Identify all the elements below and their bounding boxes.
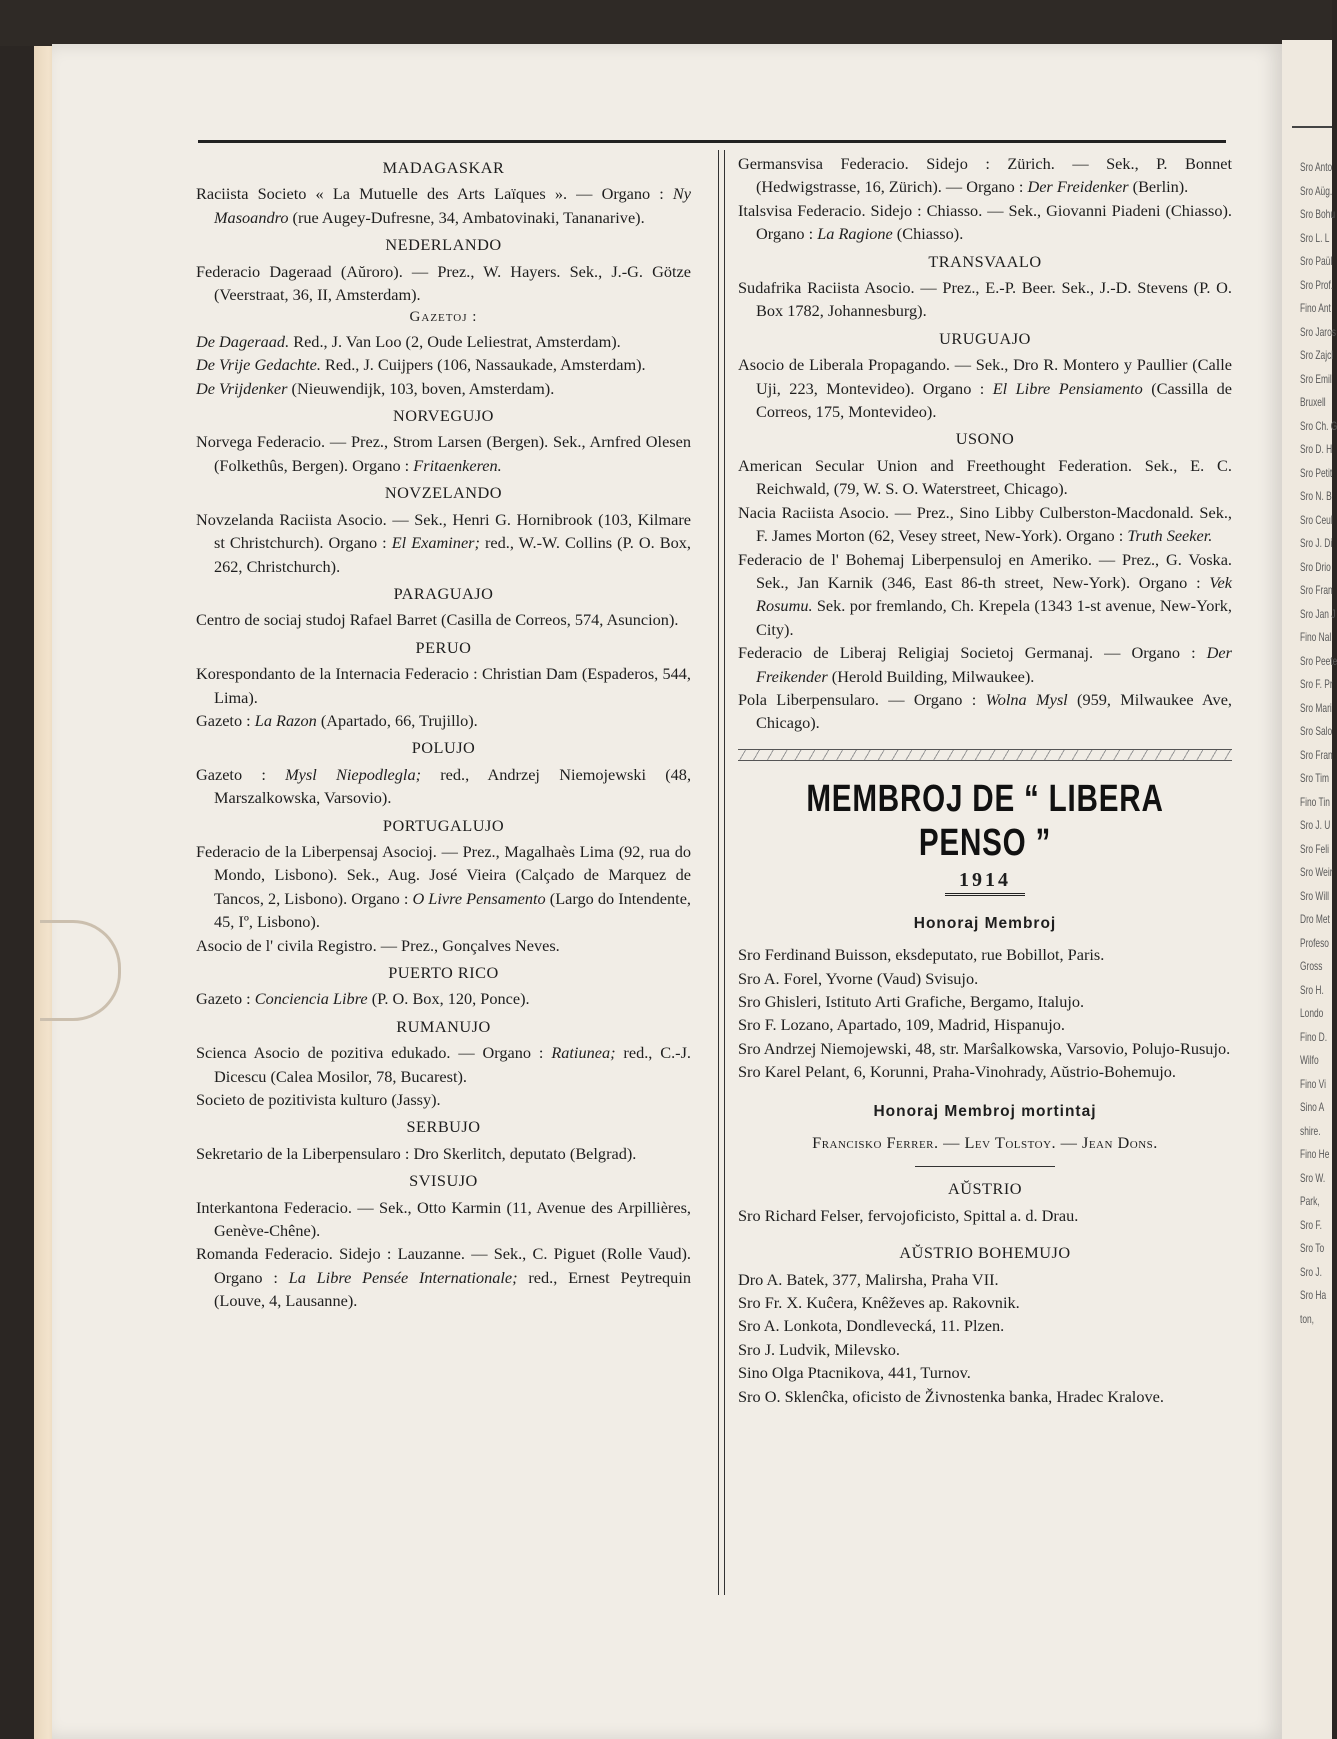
honorary-member: Sro Ghisleri, Istituto Arti Grafiche, Bergamo, Italujo. bbox=[738, 991, 1085, 1011]
honorary-list bbox=[738, 943, 1232, 1083]
member-entry: Sro Fr. X. Kuĉera, Knêževes ap. Rakovnik. bbox=[738, 1293, 1020, 1313]
next-page-fragment: Sro Fran bbox=[1300, 583, 1333, 597]
next-page-fragment: Sro Feli bbox=[1300, 841, 1329, 856]
section-heading: NOVZELANDO bbox=[384, 483, 503, 503]
next-page-fragment: Sro W. bbox=[1300, 1170, 1326, 1185]
next-page-fragment: Sro L. L bbox=[1300, 230, 1330, 245]
next-page-fragment: Sro Aüg. bbox=[1300, 183, 1333, 198]
directory-entry: Gazeto : Conciencia Libre (P. O. Box, 120, Ponce). bbox=[196, 989, 530, 1009]
section-heading: SERBUJO bbox=[406, 1117, 481, 1137]
next-page-fragment: Fino Nal bbox=[1300, 630, 1332, 644]
next-page-fragment: Sro Will bbox=[1300, 888, 1329, 903]
next-page-fragment: Sro Bohu bbox=[1300, 207, 1336, 221]
sub-heading: Gazetoj : bbox=[409, 309, 478, 326]
honorary-member: Sro F. Lozano, Apartado, 109, Madrid, Hispanujo. bbox=[738, 1015, 1065, 1035]
book-binding bbox=[0, 0, 1332, 46]
publication-title: Wolna Mysl bbox=[985, 689, 1068, 709]
country-heading: AŬSTRIO BOHEMUJO bbox=[899, 1243, 1071, 1263]
honorary-member: Sro Andrzej Niemojewski, 48, str. Marŝalkowska, Varsovio, Polujo-Rusujo. bbox=[738, 1038, 1231, 1058]
next-page-fragment: Bruxell bbox=[1300, 395, 1326, 409]
directory-entry: Raciista Societo « La Mutuelle des Arts Laïques ». — Organo : Ny Masoandro (rue Augey-Dufresne, 34, Ambatovinaki, Tananarive). bbox=[196, 184, 691, 227]
publication-title: Ratiunea; bbox=[551, 1043, 616, 1063]
next-page-fragment: shire. bbox=[1300, 1123, 1321, 1138]
section-heading: PARAGUAJO bbox=[393, 583, 494, 603]
next-page-fragment: Sro Ha bbox=[1300, 1288, 1327, 1302]
publication-title: Mysl Niepodlegla; bbox=[285, 764, 422, 784]
next-page-fragment: Sro Drio bbox=[1300, 559, 1331, 574]
publication-title: El Examiner; bbox=[391, 533, 480, 553]
honorary-label: Honoraj Membroj bbox=[913, 914, 1057, 932]
directory-entry: Norvega Federacio. — Prez., Strom Larsen (Bergen). Sek., Arnfred Olesen (Folkethûs, Bergen). Organo : Fritaenkeren. bbox=[196, 432, 691, 475]
publication-title: Conciencia Libre bbox=[254, 989, 368, 1009]
left-column bbox=[196, 152, 691, 1313]
next-page-fragment: Sro J. U bbox=[1300, 818, 1331, 832]
honorary-member: Sro Ferdinand Buisson, eksdeputato, rue Bobillot, Paris. bbox=[738, 945, 1105, 965]
next-page-fragment: Sro F. Pr bbox=[1300, 677, 1333, 691]
next-page-margin bbox=[1282, 40, 1337, 1739]
directory-entry: Korespondanto de la Internacia Federacio : Christian Dam (Espaderos, 544, Lima). bbox=[196, 664, 691, 707]
next-page-fragment: ton, bbox=[1300, 1311, 1315, 1326]
next-page-fragment: Fino D. bbox=[1300, 1029, 1328, 1044]
member-entry: Sino Olga Ptacnikova, 441, Turnov. bbox=[738, 1363, 971, 1383]
directory-entry: Gazeto : Mysl Niepodlegla; red., Andrzej Niemojewski (48, Marszalkowska, Varsovio). bbox=[196, 764, 692, 808]
publication-title: El Libre Pensiamento bbox=[992, 378, 1143, 398]
next-page-fragment: Londo bbox=[1300, 1006, 1324, 1020]
ornamental-rule bbox=[738, 749, 1232, 761]
next-page-fragment: Sro Jan J bbox=[1300, 606, 1336, 621]
right-column bbox=[738, 152, 1232, 1418]
directory-entry: Federacio de la Liberpensaj Asocioj. — Prez., Magalhaès Lima (92, rua do Mondo, Lisbono). Sek., Aug. José Vieira (Calçado de Marquez de Tancos, 2, Lisbono). Organo : O Livre Pensamento (Largo do Intendente, 45, Iº, Lisbono). bbox=[196, 841, 691, 932]
section-heading: USONO bbox=[955, 429, 1015, 449]
directory-entry: Asocio de Liberala Propagando. — Sek., Dro R. Montero y Paullier (Calle Uji, 223, Montevideo). Organo : El Libre Pensiamento (Cassilla de Correos, 175, Montevideo). bbox=[738, 355, 1233, 422]
next-page-fragment: Sro Mari bbox=[1300, 700, 1332, 715]
next-page-fragment: Sro J. Di bbox=[1300, 536, 1333, 550]
next-page-fragment: Sro Anto bbox=[1300, 160, 1333, 174]
publication-title: Fritaenkeren. bbox=[413, 455, 502, 475]
directory-entry: Pola Liberpensularo. — Organo : Wolna Mysl (959, Milwaukee Ave, Chicago). bbox=[738, 689, 1232, 733]
next-page-fragment: Sro F. bbox=[1300, 1217, 1322, 1232]
directory-entry: Interkantona Federacio. — Sek., Otto Karmin (11, Avenue des Arpillières, Genève-Chêne). bbox=[196, 1197, 691, 1241]
next-page-fragment: Sro Prof. bbox=[1300, 277, 1334, 292]
publication-title: O Livre Pensamento bbox=[412, 888, 546, 908]
section-heading: TRANSVAALO bbox=[928, 251, 1042, 271]
directory-entry: Centro de sociaj studoj Rafael Barret (Casilla de Correos, 574, Asuncion). bbox=[196, 610, 679, 630]
next-page-fragment: Sro Peete bbox=[1300, 653, 1337, 668]
short-rule bbox=[915, 1166, 1055, 1167]
member-sections bbox=[738, 1177, 1232, 1418]
member-entry: Dro A. Batek, 377, Malirsha, Praha VII. bbox=[738, 1269, 999, 1289]
directory-entry: De Vrijdenker (Nieuwendijk, 103, boven, Amsterdam). bbox=[196, 378, 555, 398]
section-heading: POLUJO bbox=[411, 738, 476, 758]
directory-entry: Sudafrika Raciista Asocio. — Prez., E.-P. Beer. Sek., J.-D. Stevens (P. O. Box 1782, Johannesburg). bbox=[738, 278, 1232, 321]
next-page-fragment: Sro Fran bbox=[1300, 747, 1333, 762]
section-heading: NORVEGUJO bbox=[393, 406, 494, 426]
next-page-fragment: Sro Ceul bbox=[1300, 512, 1333, 527]
next-page-fragment: Profeso bbox=[1300, 935, 1329, 950]
section-heading: PERUO bbox=[415, 637, 472, 657]
member-entry: Sro O. Sklenĉka, oficisto de Živnostenka banka, Hradec Kralove. bbox=[738, 1386, 1164, 1406]
next-page-fragment: Sro D. H bbox=[1300, 442, 1333, 456]
directory-entry: Societo de pozitivista kulturo (Jassy). bbox=[196, 1090, 441, 1110]
directory-entry: De Dageraad. Red., J. Van Loo (2, Oude Leliestrat, Amsterdam). bbox=[196, 331, 621, 351]
directory-entry: Romanda Federacio. Sidejo : Lauzanne. — Sek., C. Piguet (Rolle Vaud). Organo : La Libre Pensée Internationale; red., Ernest Peytrequin (Louve, 4, Lausanne). bbox=[196, 1244, 691, 1311]
publication-title: Vek Rosumu. bbox=[756, 572, 1232, 616]
directory-entry: Sekretario de la Liberpensularo : Dro Skerlitch, deputato (Belgrad). bbox=[196, 1143, 637, 1163]
directory-entry: American Secular Union and Freethought Federation. Sek., E. C. Reichwald, (79, W. S. O. Waterstreet, Chicago). bbox=[738, 455, 1232, 499]
section-heading: PORTUGALUJO bbox=[382, 815, 505, 835]
member-entry: Sro J. Ludvik, Milevsko. bbox=[738, 1339, 900, 1359]
section-heading: MADAGASKAR bbox=[382, 158, 505, 177]
member-entry: Sro A. Lonkota, Dondlevecká, 11. Plzen. bbox=[738, 1316, 1005, 1336]
next-page-fragment: Sro N. B bbox=[1300, 489, 1332, 503]
next-page-fragment: Sro To bbox=[1300, 1241, 1325, 1255]
publication-title: La Libre Pensée Internationale; bbox=[288, 1267, 518, 1287]
directory-entry: Scienca Asocio de pozitiva edukado. — Organo : Ratiunea; red., C.-J. Dicescu (Calea Mosilor, 78, Bucarest). bbox=[196, 1043, 691, 1086]
publication-title: De Vrijdenker bbox=[196, 378, 288, 398]
publication-title: La Ragione bbox=[817, 224, 893, 244]
next-page-fragment: Sro Petit bbox=[1300, 465, 1333, 480]
next-page-fragment: Sro Tim bbox=[1300, 771, 1329, 785]
next-page-fragment: Gross bbox=[1300, 959, 1323, 973]
publication-title: Ny Masoandro bbox=[214, 184, 691, 227]
publication-title: De Vrije Gedachte. bbox=[196, 355, 321, 375]
next-page-fragment: Sro Zajcl bbox=[1300, 348, 1334, 362]
publication-title: Truth Seeker. bbox=[1127, 526, 1213, 546]
next-page-fragment: Sro Paül bbox=[1300, 254, 1333, 268]
next-page-fragment: Sro Salo bbox=[1300, 724, 1333, 738]
next-page-rule bbox=[1292, 126, 1332, 128]
country-heading: AŬSTRIO bbox=[947, 1179, 1023, 1199]
right-column-entries bbox=[738, 152, 1232, 735]
publication-title: La Razon bbox=[254, 710, 317, 730]
next-page-fragment: Fino Tin bbox=[1300, 794, 1330, 809]
next-page-fragment: Dro Met bbox=[1300, 912, 1330, 926]
publication-title: De Dageraad. bbox=[196, 331, 290, 351]
directory-entry: De Vrije Gedachte. Red., J. Cuijpers (106, Nassaukade, Amsterdam). bbox=[196, 355, 646, 375]
directory-entry: Federacio de l' Bohemaj Liberpensuloj en Ameriko. — Prez., G. Voska. Sek., Jan Karnik (346, East 86-th street, New-York). Organo : Vek Rosumu. Sek. por fremlando, Ch. Krepela (1343 1-st avenue, New-York, City). bbox=[738, 549, 1232, 639]
publication-title: Der Freidenker bbox=[1027, 177, 1129, 197]
publication-title: Der Freikender bbox=[756, 643, 1232, 686]
next-page-fragment: Sro Jaros bbox=[1300, 324, 1336, 339]
next-page-fragment: Sro J. bbox=[1300, 1264, 1322, 1279]
deceased-names: Francisko Ferrer. — Lev Tolstoy. — Jean Dons. bbox=[812, 1133, 1158, 1152]
directory-entry: Nacia Raciista Asocio. — Prez., Sino Libby Culberston-Macdonald. Sek., F. James Morton (62, Vesey street, New-York). Organo : Truth Seeker. bbox=[738, 502, 1232, 546]
section-heading: RUMANUJO bbox=[396, 1016, 491, 1036]
members-title: MEMBROJ DE “ LIBERA PENSO ” bbox=[806, 777, 1164, 864]
next-page-fragment: Sino A bbox=[1300, 1100, 1325, 1114]
directory-entry: Novzelanda Raciista Asocio. — Sek., Henri G. Hornibrook (103, Kilmare st Christchurch). Organo : El Examiner; red., W.-W. Collins (P. O. Box, 262, Christchurch). bbox=[196, 509, 691, 576]
next-page-fragment: Fino He bbox=[1300, 1147, 1330, 1161]
next-page-fragment: Fino Ant bbox=[1300, 301, 1331, 315]
directory-entry: Germansvisa Federacio. Sidejo : Zürich. — Sek., P. Bonnet (Hedwigstrasse, 16, Zürich). — Organo : Der Freidenker (Berlin). bbox=[738, 154, 1232, 197]
next-page-fragment: Sro H. bbox=[1300, 982, 1324, 997]
directory-entry: Asocio de l' civila Registro. — Prez., Gonçalves Neves. bbox=[196, 935, 560, 955]
column-divider bbox=[718, 150, 725, 1595]
directory-entry: Gazeto : La Razon (Apartado, 66, Trujillo). bbox=[196, 710, 478, 730]
members-year: 1914 bbox=[945, 867, 1025, 896]
next-page-fragment: Sro Ch. G bbox=[1300, 418, 1337, 433]
next-page-fragment: Sro Emil bbox=[1300, 371, 1332, 386]
member-entry: Sro Richard Felser, fervojoficisto, Spittal a. d. Drau. bbox=[738, 1205, 1079, 1225]
honorary-member: Sro A. Forel, Yvorne (Vaud) Svisujo. bbox=[738, 968, 979, 988]
directory-entry: Italsvisa Federacio. Sidejo : Chiasso. — Sek., Giovanni Piadeni (Chiasso). Organo : La Ragione (Chiasso). bbox=[738, 200, 1232, 244]
next-page-fragment: Wilfo bbox=[1300, 1053, 1319, 1067]
section-heading: URUGUAJO bbox=[939, 328, 1031, 348]
next-page-fragment: Park, bbox=[1300, 1194, 1320, 1208]
directory-entry: Federacio Dageraad (Aŭroro). — Prez., W. Hayers. Sek., J.-G. Götze (Veerstraat, 36, II, Amsterdam). bbox=[196, 261, 691, 305]
deceased-label: Honoraj Membroj mortintaj bbox=[873, 1102, 1097, 1120]
section-heading: SVISUJO bbox=[409, 1171, 478, 1191]
top-rule bbox=[198, 140, 1226, 143]
next-page-fragment: Fino Vi bbox=[1300, 1076, 1326, 1091]
section-heading: NEDERLANDO bbox=[385, 235, 502, 255]
next-page-fragment: Sro Weir bbox=[1300, 865, 1333, 879]
honorary-member: Sro Karel Pelant, 6, Korunni, Praha-Vinohrady, Aŭstrio-Bohemujo. bbox=[738, 1062, 1176, 1082]
section-heading: PUERTO RICO bbox=[388, 963, 499, 982]
directory-entry: Federacio de Liberaj Religiaj Societoj Germanaj. — Organo : Der Freikender (Herold Building, Milwaukee). bbox=[738, 643, 1232, 686]
